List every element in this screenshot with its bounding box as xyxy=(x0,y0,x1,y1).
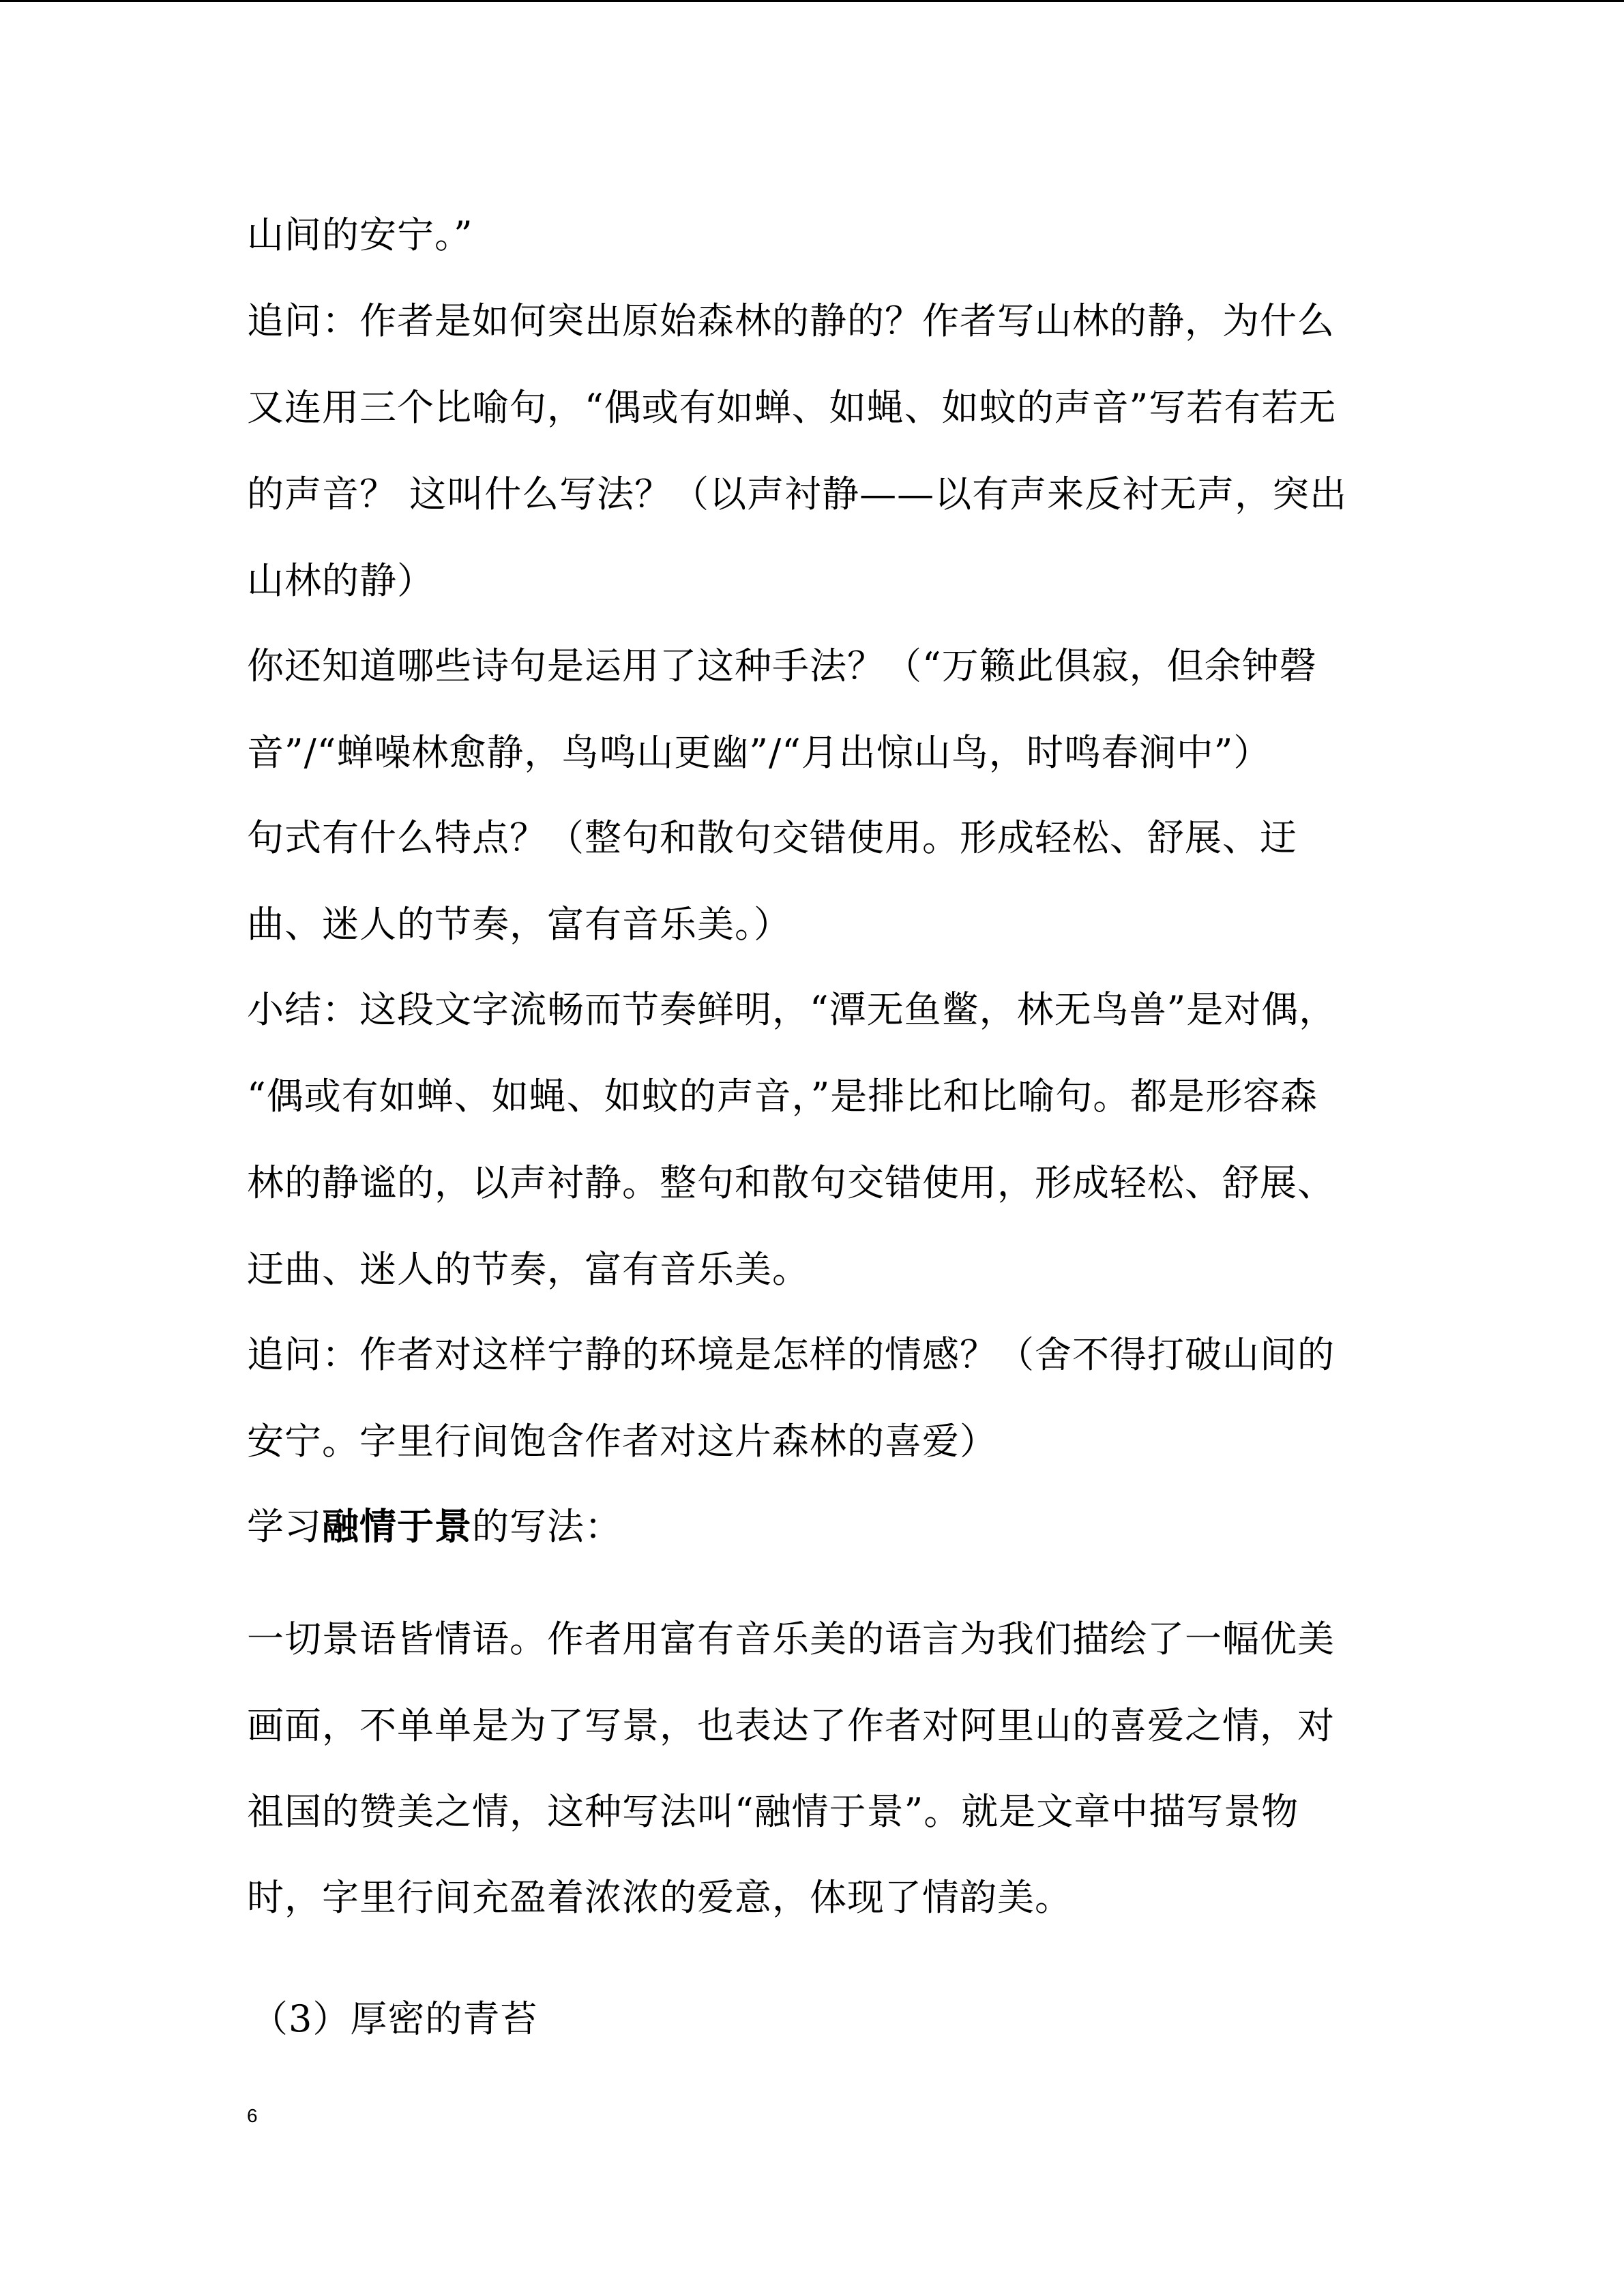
text-line: 又连用三个比喻句，“偶或有如蝉、如蝇、如蚊的声音”写若有若无 xyxy=(247,386,1337,429)
method-prefix: 学习 xyxy=(247,1505,322,1548)
method-suffix: 的写法： xyxy=(472,1505,622,1548)
method-keyword: 融情于景 xyxy=(322,1505,472,1548)
text-line: “偶或有如蝉、如蝇、如蚊的声音，”是排比和比喻句。都是形容森 xyxy=(247,1075,1318,1118)
text-line: 安宁。字里行间饱含作者对这片森林的喜爱） xyxy=(247,1420,997,1463)
page-number: 6 xyxy=(247,2105,258,2126)
text-line: 追问：作者对这样宁静的环境是怎样的情感？（舍不得打破山间的 xyxy=(247,1333,1335,1376)
text-line: 小结：这段文字流畅而节奏鲜明，“潭无鱼鳖，林无鸟兽”是对偶， xyxy=(247,988,1337,1031)
summary-line: 时，字里行间充盈着浓浓的爱意，体现了情韵美。 xyxy=(247,1876,1072,1919)
text-line: 的声音？ 这叫什么写法？（以声衬静——以有声来反衬无声，突出 xyxy=(247,473,1348,516)
text-line: 林的静谧的，以声衬静。整句和散句交错使用，形成轻松、舒展、 xyxy=(247,1161,1335,1204)
text-line: 曲、迷人的节奏，富有音乐美。） xyxy=(247,903,791,946)
text-line: 山间的安宁。” xyxy=(247,213,473,256)
text-line: 迂曲、迷人的节奏，富有音乐美。 xyxy=(247,1248,810,1291)
summary-line: 一切景语皆情语。作者用富有音乐美的语言为我们描绘了一幅优美 xyxy=(247,1617,1335,1660)
text-line: 追问：作者是如何突出原始森林的静的？作者写山林的静，为什么 xyxy=(247,299,1335,342)
text-line: 山林的静） xyxy=(247,559,434,602)
summary-line: 祖国的赞美之情，这种写法叫“融情于景”。就是文章中描写景物 xyxy=(247,1790,1299,1833)
method-heading xyxy=(247,1500,622,1554)
section-heading: （3）厚密的青苔 xyxy=(251,1997,538,2040)
summary-line: 画面，不单单是为了写景，也表达了作者对阿里山的喜爱之情，对 xyxy=(247,1704,1335,1747)
text-line: 句式有什么特点？（整句和散句交错使用。形成轻松、舒展、迂 xyxy=(247,816,1297,859)
text-line: 你还知道哪些诗句是运用了这种手法？（“万籁此俱寂，但余钟磬 xyxy=(247,644,1317,687)
text-line: 音”/“蝉噪林愈静，鸟鸣山更幽”/“月出惊山鸟，时鸣春涧中”） xyxy=(247,731,1271,774)
